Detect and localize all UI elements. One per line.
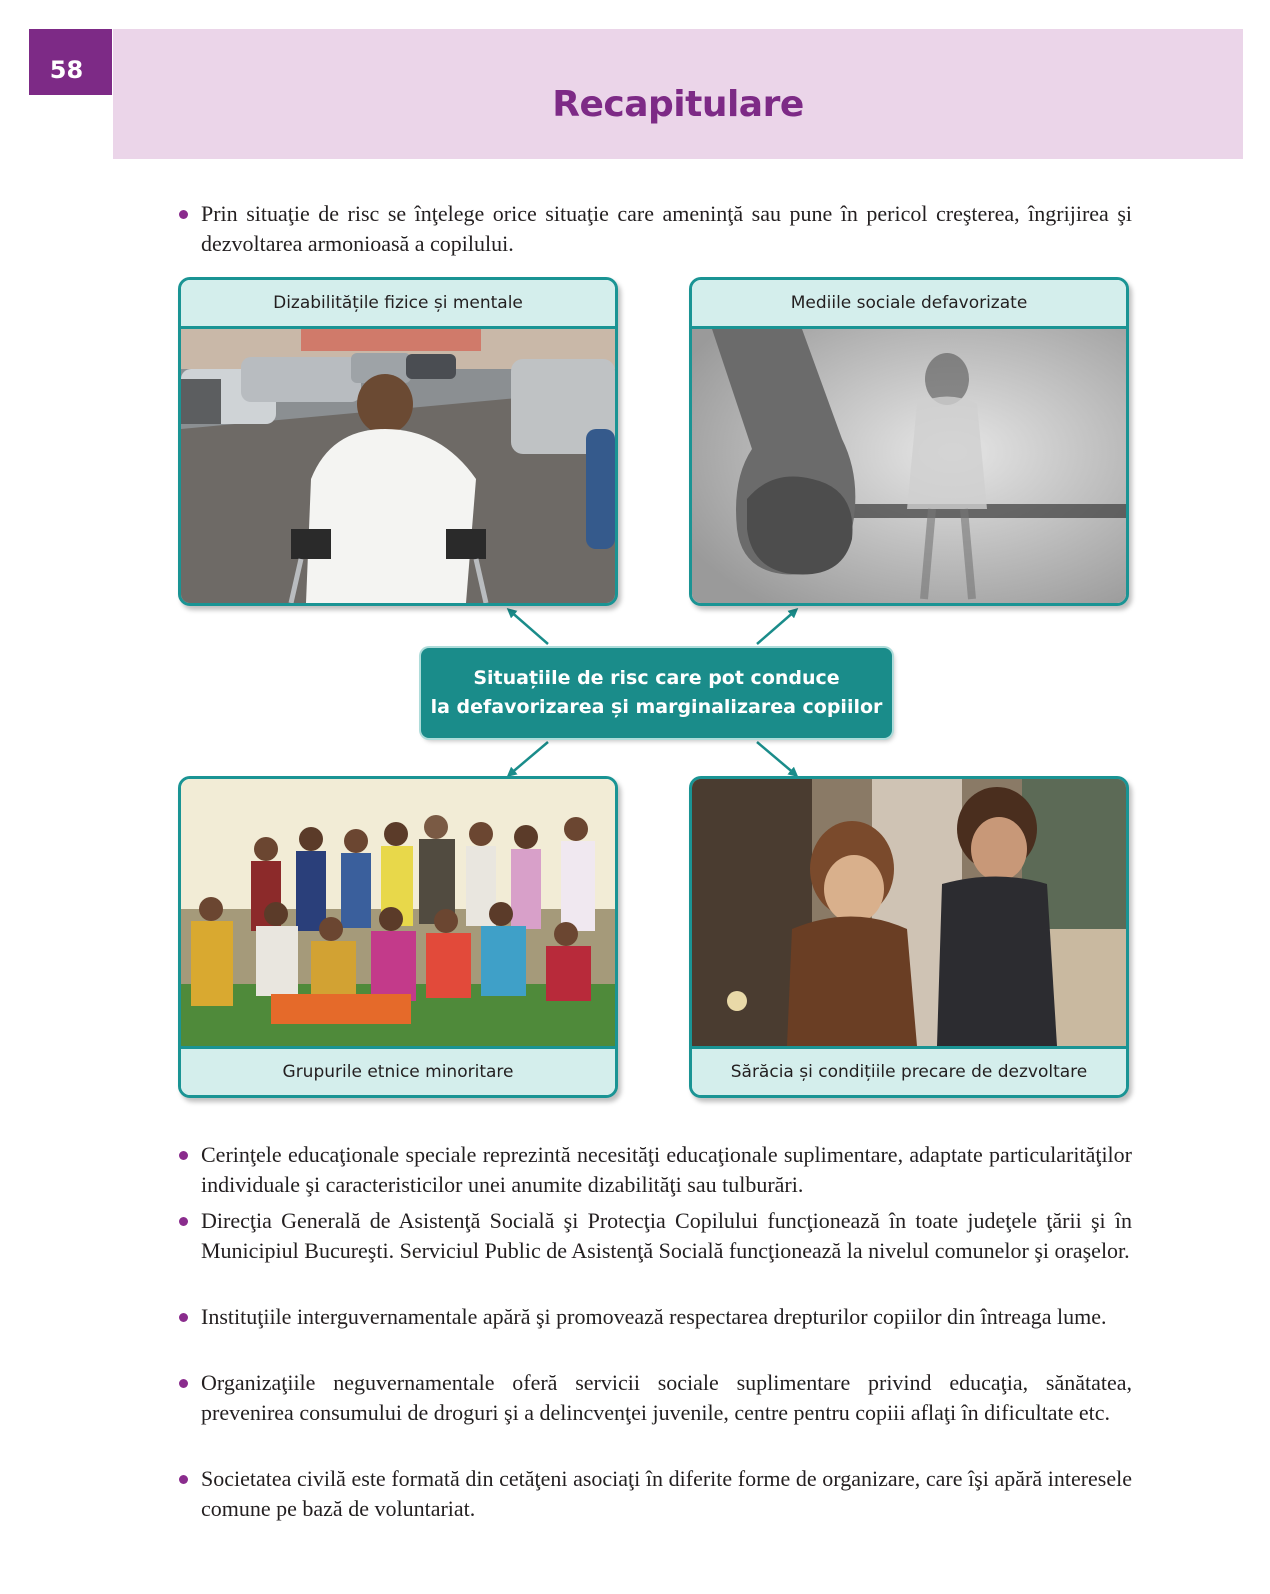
card-disabilities xyxy=(178,277,618,606)
arrow-top-left xyxy=(509,610,548,644)
page-number: 58 xyxy=(29,29,112,95)
card-label: Mediile sociale defavorizate xyxy=(692,280,1126,329)
bullet-1: Cerinţele educaţionale speciale reprezintă necesităţi educaţionale suplimentare, adaptate particularităţilor individuale şi caracteristicilor unei anumite dizabilităţi sau tulburări. xyxy=(180,1140,1132,1200)
photo-boy-with-walker xyxy=(181,329,615,603)
center-line-1: Situațiile de risc care pot conduce xyxy=(473,667,840,689)
photo-children-in-poverty xyxy=(692,779,1126,1046)
intro-bullet: Prin situaţie de risc se înţelege orice situaţie care ameninţă sau pune în pericol creşterea, îngrijirea şi dezvoltarea armonioasă a copilului. xyxy=(180,199,1132,259)
bullet-4: Organizaţiile neguvernamentale oferă servicii sociale suplimentare privind educaţia, sănătatea, prevenirea consumului de droguri şi a delincvenţei juvenile, centre pentru copiii aflaţi în dificultate etc. xyxy=(180,1368,1132,1428)
bullet-3: Instituţiile interguvernamentale apără şi promovează respectarea drepturilor copiilor din întreaga lume. xyxy=(180,1302,1132,1332)
card-label: Sărăcia și condițiile precare de dezvoltare xyxy=(692,1046,1126,1095)
card-ethnic-minorities xyxy=(178,776,618,1098)
card-social-environment xyxy=(689,277,1129,606)
bullet-2: Direcţia Generală de Asistenţă Socială şi Protecţia Copilului funcţionează în toate judeţele ţării şi în Municipiul Bucureşti. Serviciul Public de Asistenţă Socială funcţionează la nivelul comunelor şi oraşelor. xyxy=(180,1206,1132,1266)
arrow-top-right xyxy=(757,610,796,644)
arrow-bottom-left xyxy=(509,742,548,775)
arrow-bottom-right xyxy=(757,742,796,775)
card-label: Grupurile etnice minoritare xyxy=(181,1046,615,1095)
page-title: Recapitulare xyxy=(552,84,804,125)
center-line-2: la defavorizarea și marginalizarea copiilor xyxy=(430,696,883,718)
card-poverty xyxy=(689,776,1129,1098)
bullet-5: Societatea civilă este formată din cetăţeni asociaţi în diferite forme de organizare, care îşi apără interesele comune pe bază de voluntariat. xyxy=(180,1464,1132,1524)
diagram-center-box xyxy=(421,648,892,738)
photo-fist-and-child xyxy=(692,329,1126,603)
card-label: Dizabilitățile fizice și mentale xyxy=(181,280,615,329)
photo-family-group xyxy=(181,779,615,1046)
